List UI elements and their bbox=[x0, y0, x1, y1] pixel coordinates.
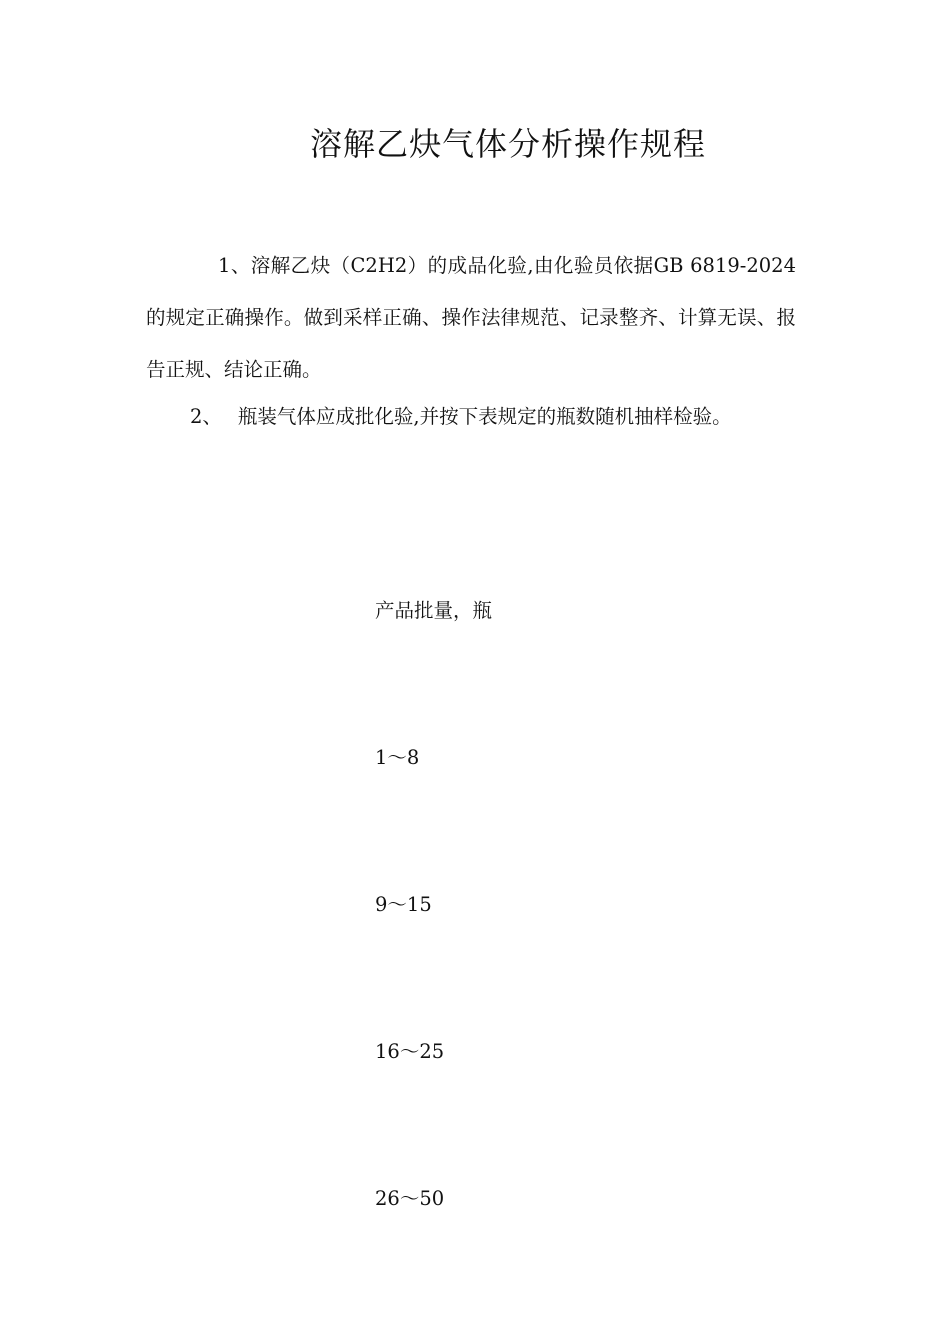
table-row-1: 1～8 bbox=[375, 746, 420, 769]
table-header-batch-size: 产品批量，瓶 bbox=[375, 599, 493, 622]
paragraph-2-number: 2、 bbox=[190, 405, 222, 428]
table-row-3: 16～25 bbox=[375, 1040, 445, 1063]
document-title: 溶解乙炔气体分析操作规程 bbox=[309, 125, 706, 163]
paragraph-1: 1、溶解乙炔（C2H2）的成品化验,由化验员依据GB 6819-2024的规定正确操作。做到采样正确、操作法律规范、记录整齐、计算无误、报告正规、结论正确。 bbox=[146, 254, 796, 381]
table-row-2: 9～15 bbox=[375, 893, 432, 916]
table-row-4: 26～50 bbox=[375, 1187, 445, 1210]
paragraph-2 bbox=[146, 395, 826, 439]
paragraph-2-text: 瓶装气体应成批化验,并按下表规定的瓶数随机抽样检验。 bbox=[237, 405, 732, 428]
